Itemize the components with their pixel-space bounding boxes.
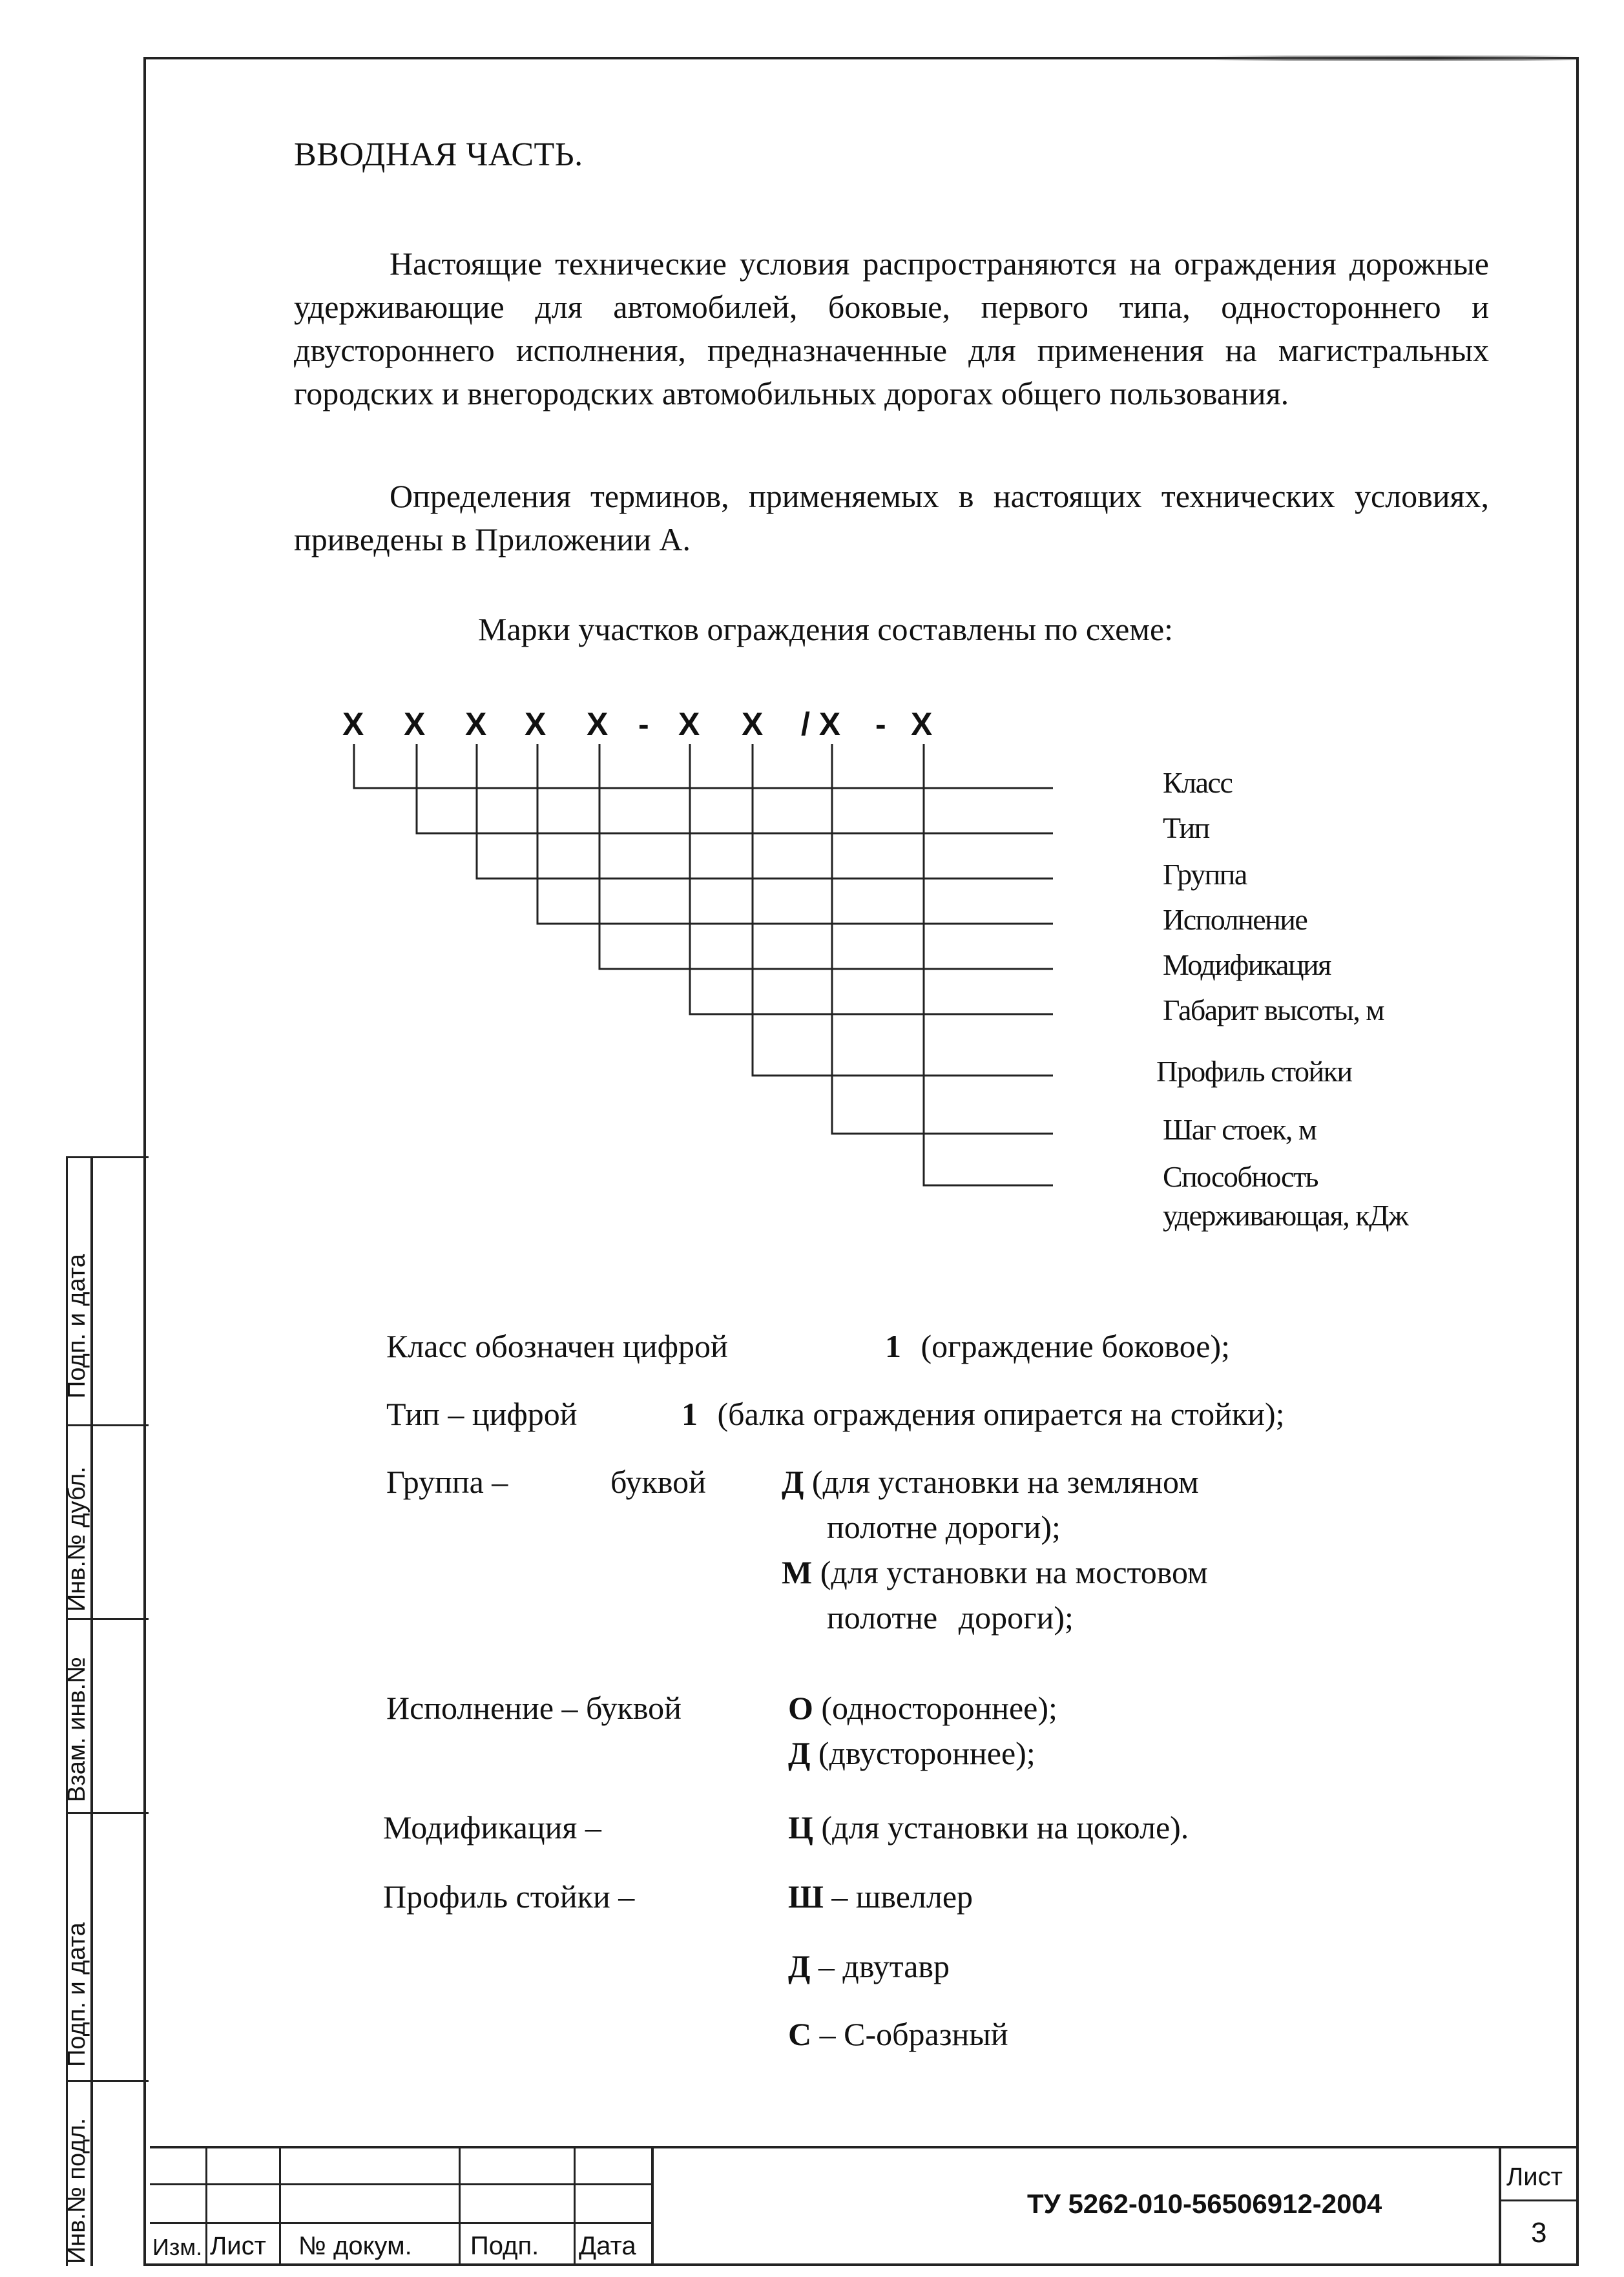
- title-block-col-doc: № докум.: [298, 2232, 412, 2260]
- title-block-col-sheet: Лист: [210, 2232, 266, 2260]
- scheme-label-execution: Исполнение: [1163, 903, 1307, 936]
- def-group-item-d: [782, 1463, 1199, 1501]
- page-title: ВВОДНАЯ ЧАСТЬ.: [294, 136, 583, 173]
- scheme-title: Марки участков ограждения составлены по схеме:: [478, 611, 1174, 647]
- def-profile-desc-sh: – швеллер: [831, 1878, 973, 1915]
- def-profile-item-d: [788, 1948, 950, 1985]
- side-divider: [66, 1812, 92, 1814]
- title-block-col-change: Изм.: [152, 2234, 203, 2260]
- leader-profile: [753, 744, 1053, 1076]
- leader-class: [354, 744, 1053, 788]
- side-label-sign-date-2: Подп. и дата: [63, 1922, 90, 2067]
- def-modification-term: Модификация –: [383, 1809, 601, 1846]
- def-group-desc-m: (для установки на мостовом: [820, 1554, 1208, 1590]
- def-profile-desc-d: – двутавр: [818, 1948, 950, 1984]
- scheme-label-capacity: Способность: [1163, 1160, 1318, 1193]
- side-divider: [90, 1812, 149, 1814]
- def-profile-term: Профиль стойки –: [383, 1878, 635, 1915]
- side-divider: [66, 2080, 92, 2082]
- scheme-label-class: Класс: [1163, 766, 1233, 799]
- def-class: [386, 1327, 728, 1365]
- title-block-col-line: [459, 2146, 461, 2266]
- def-execution-term: Исполнение – буквой: [386, 1690, 682, 1726]
- def-profile-code-s: С: [788, 2016, 812, 2052]
- def-class-value: [885, 1327, 1230, 1365]
- def-execution-desc-d: (двустороннее);: [818, 1735, 1036, 1771]
- side-label-replace-inv: Взам. инв.№: [63, 1657, 90, 1802]
- intro-paragraph-text: Настоящие технические условия распространяются на ограждения дорожные удерживающие для автомобилей, боковые, первого типа, одностороннего и двустороннего исполнения, предназначенные для применения на магистральных городских и внегородских автомобильных дорогах общего пользования.: [294, 245, 1489, 411]
- scheme-label-group: Группа: [1163, 858, 1247, 891]
- document-code: ТУ 5262-010-56506912-2004: [1027, 2189, 1382, 2219]
- scheme-symbol: Х: [911, 706, 933, 742]
- def-profile-item-s: [788, 2015, 1008, 2053]
- def-profile-code-d: Д: [788, 1948, 811, 1984]
- scheme-symbol: Х: [404, 706, 426, 742]
- title-block-col-line: [651, 2146, 654, 2266]
- side-divider: [66, 1618, 92, 1620]
- def-type-code: 1: [682, 1396, 698, 1432]
- title-block-col-date: Дата: [579, 2232, 636, 2260]
- scheme-symbol: -: [875, 706, 886, 742]
- title-block-col-line: [205, 2146, 207, 2266]
- def-modification-code: Ц: [788, 1809, 813, 1846]
- def-execution-code-o: О: [788, 1690, 813, 1726]
- scheme-symbol: Х: [587, 706, 609, 742]
- sheet-number: 3: [1531, 2217, 1547, 2249]
- def-execution-desc-o: (одностороннее);: [821, 1690, 1057, 1726]
- scheme-label-modification: Модификация: [1163, 948, 1331, 981]
- terms-paragraph-text: Определения терминов, применяемых в настоящих технических условиях, приведены в Приложении А.: [294, 478, 1489, 557]
- def-type-term: Тип – цифрой: [386, 1396, 578, 1432]
- scheme-label-capacity-cont: удерживающая, кДж: [1163, 1199, 1408, 1232]
- def-group-term: Группа –: [386, 1464, 508, 1500]
- side-label-dup-inv: Инв.№ дубл.: [63, 1466, 90, 1612]
- def-class-desc: (ограждение боковое);: [921, 1328, 1231, 1364]
- side-divider: [90, 2080, 149, 2082]
- def-type-value: [682, 1395, 1285, 1433]
- scheme-symbol: Х: [342, 706, 364, 742]
- title-block-col-line: [279, 2146, 281, 2266]
- def-group-cont-m: полотне дороги);: [827, 1599, 1074, 1636]
- side-divider: [66, 1156, 92, 1158]
- def-group-by: буквой: [610, 1464, 706, 1500]
- def-group-desc-d: (для установки на земляном: [811, 1464, 1199, 1500]
- title-block-col-line: [574, 2146, 576, 2266]
- side-divider: [90, 1156, 149, 1158]
- title-block-col-line: [1499, 2146, 1501, 2266]
- def-type: [386, 1395, 577, 1433]
- scheme-symbol: Х: [465, 706, 487, 742]
- side-label-orig-inv: Инв.№ подл.: [63, 2117, 90, 2264]
- scheme-symbol: -: [638, 706, 649, 742]
- scheme-symbol: Х: [742, 706, 764, 742]
- title-block-row-line: [1499, 2199, 1577, 2201]
- def-execution-item-o: [788, 1689, 1057, 1727]
- def-class-code: 1: [885, 1328, 901, 1364]
- def-class-term: Класс обозначен цифрой: [386, 1328, 728, 1364]
- def-profile-code-sh: Ш: [788, 1878, 824, 1915]
- def-modification-value: [788, 1809, 1189, 1846]
- scheme-symbol: / Х: [801, 706, 841, 742]
- def-profile-desc-s: – С-образный: [819, 2016, 1008, 2052]
- def-execution-code-d: Д: [788, 1735, 811, 1771]
- scheme-label-profile: Профиль стойки: [1156, 1055, 1352, 1088]
- title-block-row-line: [150, 2183, 654, 2185]
- title-block-col-sign: Подп.: [470, 2232, 539, 2260]
- def-group-cont-d: полотне дороги);: [827, 1509, 1061, 1545]
- side-divider: [90, 1424, 149, 1426]
- def-type-desc: (балка ограждения опирается на стойки);: [717, 1396, 1285, 1432]
- side-label-sign-date: Подп. и дата: [63, 1254, 90, 1398]
- scheme-symbol: Х: [678, 706, 700, 742]
- def-group-code-m: М: [782, 1554, 813, 1590]
- scheme-symbol: Х: [525, 706, 547, 742]
- title-block-border: [150, 2146, 1577, 2148]
- leader-capacity: [924, 744, 1053, 1185]
- sheet-label: Лист: [1506, 2163, 1563, 2191]
- side-divider: [90, 1618, 149, 1620]
- def-group-code-d: Д: [782, 1464, 804, 1500]
- title-block-row-line: [150, 2222, 654, 2224]
- scheme-label-type: Тип: [1163, 811, 1209, 844]
- def-profile-item-sh: [788, 1878, 973, 1915]
- scheme-label-step: Шаг стоек, м: [1163, 1113, 1317, 1146]
- def-group-item-m: [782, 1554, 1208, 1591]
- side-divider: [66, 1424, 92, 1426]
- scheme-label-height: Габарит высоты, м: [1163, 993, 1384, 1026]
- leader-group: [477, 744, 1053, 879]
- def-execution-item-d: [788, 1734, 1036, 1772]
- leader-modification: [599, 744, 1053, 969]
- def-modification-desc: (для установки на цоколе).: [821, 1809, 1189, 1846]
